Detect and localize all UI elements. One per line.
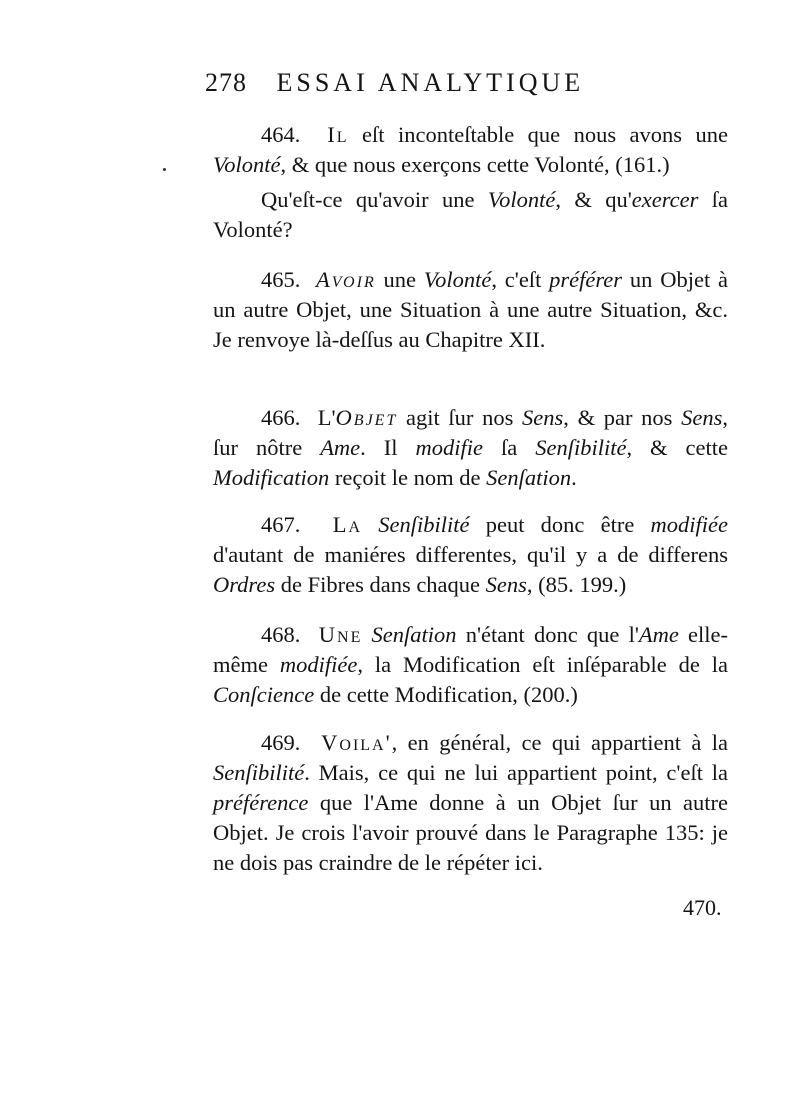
paragraph-text: . Il [360, 435, 416, 460]
italic-term: Senſibilité [535, 435, 627, 460]
paragraph-text: reçoit le nom de [329, 465, 487, 490]
paragraph-text: elle-même [213, 622, 729, 677]
paragraph-text: , & que nous exerçons cette Volonté, (161.) [280, 152, 670, 177]
italic-term: Volonté [487, 187, 556, 212]
paragraph-text: , ſur nôtre [213, 405, 728, 460]
italic-term: préférer [549, 267, 623, 292]
italic-term: préférence [213, 790, 309, 815]
italic-term: Senſation [371, 622, 457, 647]
italic-term: Volonté [213, 152, 281, 177]
paragraph-text [362, 512, 378, 537]
paragraph-text: eſt inconteſtable que nous avons une [348, 122, 728, 147]
catchword: 470. [683, 895, 722, 920]
paragraph-number: 464. [261, 122, 301, 147]
paragraph-467 [213, 510, 728, 600]
italic-term: Ame [638, 622, 679, 647]
paragraph-lead-article: L' [317, 405, 336, 430]
italic-term: modifie [415, 435, 483, 460]
paragraph-text: , c'eſt [491, 267, 550, 292]
paragraph-lead: Il [327, 122, 349, 147]
paragraph-text: , & par nos [563, 405, 682, 430]
paragraph-lead: Objet [335, 405, 398, 430]
paragraph-text: ſa Volonté? [213, 187, 728, 242]
paragraph-464 [213, 120, 728, 180]
paragraph-text: , & qu' [555, 187, 632, 212]
italic-term: Senſibilité [378, 512, 470, 537]
italic-term: Volonté [423, 267, 492, 292]
italic-term: Ame [320, 435, 361, 460]
paragraph-468 [213, 620, 728, 710]
paragraph-number: 468. [261, 622, 301, 647]
italic-term: Conſcience [213, 682, 315, 707]
paragraph-lead: Avoir [316, 267, 376, 292]
paragraph-text: que l'Ame donne à un Objet ſur un autre Objet. Je crois l'avoir prouvé dans le Paragraphe 135: je ne dois pas craindre de le répéter ici. [213, 790, 728, 875]
paragraph-text: un Objet à un autre Objet, une Situation à une autre Situation, &c. Je renvoye là-deſſus au Chapitre XII. [213, 267, 728, 352]
paragraph-text: . [571, 465, 577, 490]
paragraph-text: de cette Modification, (200.) [314, 682, 578, 707]
paragraph-text: , la Modification eſt inſéparable de la [357, 652, 728, 677]
margin-speck [163, 168, 166, 171]
paragraph-466 [213, 403, 728, 493]
paragraph-469 [213, 728, 728, 878]
italic-term: Sens [485, 572, 527, 597]
paragraph-number: 467. [261, 512, 301, 537]
paragraph-text: de Fibres dans chaque [275, 572, 486, 597]
italic-term: modifiée [279, 652, 358, 677]
italic-term: Ordres [213, 572, 276, 597]
running-header [205, 68, 645, 98]
paragraph-question [213, 185, 728, 245]
italic-term: Senſation [486, 465, 572, 490]
paragraph-text: , en général, ce qui appartient à la [391, 730, 728, 755]
italic-term: exercer [631, 187, 699, 212]
running-title: ESSAI ANALYTIQUE [276, 68, 585, 97]
paragraph-number: 465. [261, 267, 301, 292]
paragraph-text: , (85. 199.) [526, 572, 627, 597]
italic-term: Sens [681, 405, 723, 430]
italic-term: Senſibilité [213, 760, 305, 785]
paragraph-text: une [375, 267, 424, 292]
paragraph-text: n'étant donc que l' [456, 622, 639, 647]
italic-term: modifiée [650, 512, 729, 537]
paragraph-text: ſa [483, 435, 536, 460]
italic-term: Sens [522, 405, 564, 430]
paragraph-number: 466. [261, 405, 301, 430]
page-number: 278 [205, 68, 247, 97]
paragraph-text: . Mais, ce qui ne lui appartient point, c'eſt la [304, 760, 728, 785]
paragraph-lead: Voila' [321, 730, 392, 755]
paragraph-text: agit ſur nos [397, 405, 523, 430]
paragraph-text: Qu'eſt-ce qu'avoir une [261, 187, 488, 212]
paragraph-text [362, 622, 371, 647]
paragraph-465 [213, 265, 728, 355]
paragraph-lead: La [332, 512, 363, 537]
italic-term: Modification [213, 465, 330, 490]
paragraph-text: , & cette [626, 435, 728, 460]
paragraph-number: 469. [261, 730, 301, 755]
paragraph-text: d'autant de maniéres differentes, qu'il y a de differens [213, 542, 728, 567]
paragraph-lead: Une [318, 622, 363, 647]
paragraph-text: peut donc être [469, 512, 651, 537]
